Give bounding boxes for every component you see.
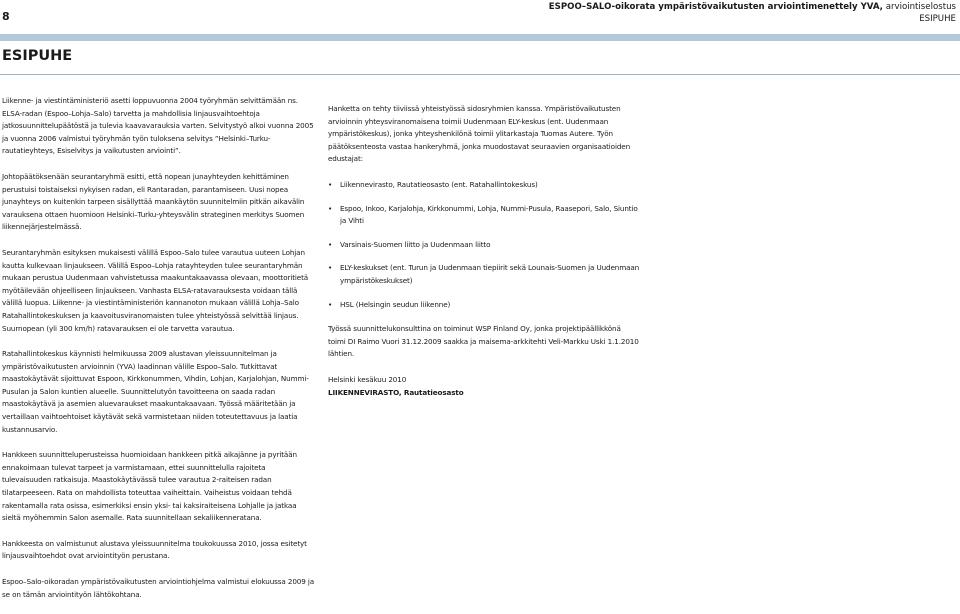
running-header-line1 (549, 1, 956, 13)
left-column (2, 95, 314, 614)
title-rule (0, 74, 960, 75)
paragraph: Johtopäätöksenään seurantaryhmä esitti, että nopean junayhteyden kehittäminen perustuisi toistaiseksi nykyisen radan, eli Rantaradan, parantamiseen. Uusi nopea junayhteys on kuitenkin tarpeen sisällyttää maankäytön suunnitelmiin pitkän aikavälin varauksena ottaen huomioon Helsinki–Turku-yhteysvälin strateginen merkitys Suomen liikennejärjestelmässä. (2, 171, 305, 232)
paragraph: Työssä suunnittelukonsulttina on toiminut WSP Finland Oy, jonka projektipäällikkönä toimi DI Raimo Vuori 31.12.2009 saakka ja maisema-arkkitehti Veli-Markku Uski 1.1.2010 lähtien. (328, 324, 639, 359)
list-item: • Varsinais-Suomen liitto ja Uudenmaan liitto (328, 239, 640, 252)
list-item: • HSL (Helsingin seudun liikenne) (328, 299, 640, 312)
running-header (549, 1, 956, 25)
signature-place-date: Helsinki kesäkuu 2010 (328, 374, 407, 384)
paragraph: Hankkeen suunnitteluperusteissa huomioidaan hankkeen pitkä aikajänne ja pyritään ennakoimaan tulevat tarpeet ja varmistamaan, ettei suunnittelulla rajoiteta tulevaisuuden ratkaisuja. Maastokäytävässä tulee varautua 2-raiteisen radan tilatarpeeseen. Rata on mahdollista toteuttaa vaiheittain. Vaiheistus voidaan tehdä rakentamalla rata osissa, esimerkiksi ensin yksi- tai kaksiraiteisena Lohjalle ja jatkaa sieltä myöhemmin Salon asemalle. Rata suunnitellaan sekaliikenneratana. (2, 450, 297, 523)
page-title: ESIPUHE (2, 48, 73, 64)
paragraph: Hankkeesta on valmistunut alustava yleissuunnitelma toukokuussa 2010, jossa esitetyt linjausvaihtoehdot ovat arviointityön perustana. (2, 538, 307, 561)
signature (328, 374, 640, 399)
paragraph: Hanketta on tehty tiiviissä yhteistyössä sidosryhmien kanssa. Ympäristövaikutusten arvioinnin yhteysviranomaisena toimii Uudenmaan ELY-keskus (ent. Uudenmaan ympäristökeskus), jonka yhteyshenkilönä toimii ylitarkastaja Tuomas Autere. Työn päätöksenteosta vastaa hankeryhmä, jonka muodostavat seuraavien organisaatioiden edustajat: (328, 104, 631, 164)
paragraph: Seurantaryhmän esityksen mukaisesti välillä Espoo–Salo tulee varautua uuteen Lohjan kautta kulkevaan linjaukseen. Välillä Espoo–Lohja ratayhteyden tulee seurantaryhmän mukaan perustua Uudenmaan vahvistetussa maakuntakaavassa olevaan, moottoritietä myötäilevään ohjeelliseen linjaukseen. Vanhasta ELSA-ratavarauksesta voidaan tällä välillä luopua. Liikenne- ja viestintäministeriön kannanoton mukaan välillä Lohja–Salo Ratahallintokeskuksen ja kaavoitusviranomaisten tulee yhteistyössä selvittää linjaus. Suurnopean (yli 300 km/h) ratavarauksen ei ole tarvetta varautua. (2, 247, 309, 333)
list-item: • ELY-keskukset (ent. Turun ja Uudenmaan tiepiirit sekä Lounais-Suomen ja Uudenmaan ympäristökeskukset) (328, 262, 640, 287)
organization-list (328, 179, 640, 311)
paragraph: Ratahallintokeskus käynnisti helmikuussa 2009 alustavan yleissuunnitelman ja ympäristövaikutusten arvioinnin (YVA) laadinnan välille Espoo–Salo. Tutkittavat maastokäytävät sijoittuvat Espoon, Kirkkonummen, Vihdin, Lohjan, Karjalohjan, Nummi-Pusulan ja Salon kuntien alueelle. Suunnittelutyön tavoitteena on saada radan maastokäytävä ja asemien aluevaraukset maakuntakaavaan. Työssä määritetään ja vertaillaan vaihtoehtoiset käytävät sekä varmistetaan niiden toteutettavuus ja laatia kustannusarvio. (2, 349, 309, 434)
paragraph: Liikenne- ja viestintäministeriö asetti loppuvuonna 2004 työryhmän selvittämään ns. ELSA-radan (Espoo–Lohja–Salo) tarvetta ja mahdollisia linjausvaihtoehtoja jatkosuunnittelupäätöstä ja tulevia kaavavarauksia varten. Selvitystyö alkoi vuonna 2005 ja vuonna 2006 valmistui työryhmän työn tuloksena selvitys ”Helsinki–Turku-rautatieyhteys, Esiselvitys ja vaikutusten arviointi”. (2, 96, 314, 156)
right-column (328, 103, 640, 399)
paragraph: Espoo–Salo-oikoradan ympäristövaikutusten arviointiohjelma valmistui elokuussa 2009 ja se on tämän arviointityön lähtökohtana. (2, 577, 314, 599)
signature-organization: LIIKENNEVIRASTO, Rautatieosasto (328, 387, 464, 397)
running-header-section: ESIPUHE (919, 14, 956, 24)
running-header-project: ESPOO–SALO-oikorata ympäristövaikutusten arviointimenettely YVA, (548, 2, 883, 12)
page-number: 8 (2, 10, 10, 23)
header-rule (0, 34, 960, 41)
list-item: • Liikennevirasto, Rautatieosasto (ent. Ratahallintokeskus) (328, 179, 640, 192)
list-item: • Espoo, Inkoo, Karjalohja, Kirkkonummi, Lohja, Nummi-Pusula, Raasepori, Salo, Siuntio ja Vihti (328, 203, 640, 228)
running-header-doc-type: arviointiselostus (885, 2, 956, 12)
